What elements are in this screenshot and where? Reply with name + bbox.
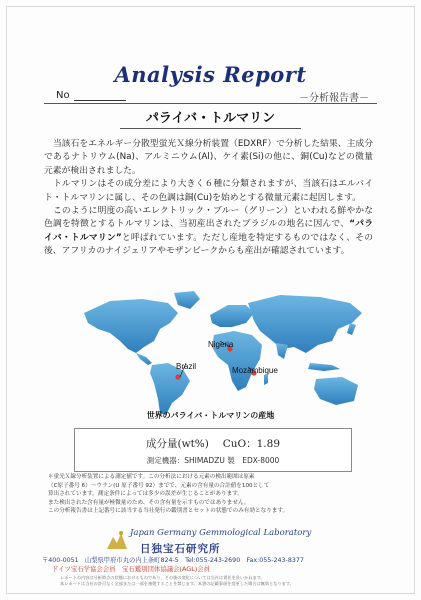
- lab-address: 〒400-0051 山梨県甲府市丸の内上条町824-5 Tel:055-243-2690 Fax:055-243-8377: [42, 557, 304, 564]
- lab-name-japanese: 日独宝石研究所: [140, 543, 221, 555]
- australia-shape: [314, 377, 358, 405]
- report-title: Analysis Report: [114, 62, 307, 87]
- report-number-label: No: [56, 90, 70, 101]
- continents: [84, 291, 362, 415]
- label-mozambique: Mozambique: [232, 366, 278, 375]
- note-line-5: この分析報告書は上記番号に該当する当社発行の鑑別書とセットの状態でのみ有効となります。: [48, 508, 289, 515]
- divider-top: [44, 103, 377, 104]
- lab-memberships: ドイツ宝石学協会会員 宝石鑑別団体協議会(AGL)会員: [52, 565, 211, 573]
- paragraph-2: トルマリンはその成分差により大きく６種に分類されますが、当該石はエルバイト・トルマリンに属し、その色調は銅(Cu)を始めとする微量元素に起因します。: [44, 179, 373, 203]
- footnotes: [48, 473, 381, 516]
- report-number: [56, 90, 126, 101]
- label-nigeria: Nigeria: [208, 340, 234, 349]
- result-instrument: 測定機器：SHIMADZU 製 EDX-8000: [146, 456, 280, 465]
- note-line-3: 算出されています。測定条件によっては多少の誤差が生じることがあります。: [48, 491, 243, 498]
- map-caption: 世界のパライバ・トルマリンの産地: [146, 411, 275, 420]
- divider-stone: [120, 128, 301, 129]
- lab-name-english: Japan Germany Gemmological Laboratory: [130, 528, 312, 538]
- brazil-marker: [175, 374, 180, 379]
- disclaimer-line-1: レポートの内容は分析時点の状態におけるものであり、その後の変化については当社は責任を負いかねます。: [60, 575, 265, 580]
- note-line-2: （C原子番号 6）～ウラン(U 原子番号 92）までで、元素の含有量の合計値を100として: [48, 482, 270, 489]
- central-america-shape: [136, 353, 152, 365]
- paragraph-3-pre: このように明度の高いエレクトリック・ブルー（グリーン）といわれる鮮やかな色調を特徴とするトルマリンは、当初産出されたブラジルの地名に因んで、: [44, 206, 373, 230]
- stone-name: パライバ・トルマリン: [145, 111, 276, 126]
- world-map: [70, 283, 370, 421]
- disclaimer: [60, 575, 376, 587]
- lab-logo-icon: [104, 527, 130, 553]
- indonesia-shape: [308, 363, 340, 371]
- report-number-line: [74, 90, 126, 101]
- report-subtitle: －分析報告書－: [299, 93, 369, 104]
- result-composition: 成分量(wt%) CuO：1.89: [146, 438, 280, 450]
- paragraph-3: [44, 205, 373, 259]
- analysis-text: [44, 138, 373, 259]
- india-shape: [276, 343, 288, 359]
- label-brazil: Brazil: [176, 362, 197, 371]
- paribaparaiba-name: “パライバ・トルマリン”: [44, 219, 373, 243]
- result-box: [74, 428, 352, 472]
- paragraph-3-post: と呼ばれています。ただし産地を特定するものではなく、その後、アフリカのナイジェリアやモザンビークからも産出が確認されています。: [44, 232, 374, 257]
- europe-shape: [210, 305, 254, 327]
- north-america-shape: [84, 299, 178, 353]
- note-line-1: ＊蛍光Ｘ線分析装置による測定値です。この分析法における元素の検出範囲は原素: [48, 474, 255, 480]
- paragraph-1: 当該石をエネルギー分散型蛍光Ｘ線分析装置（EDXRF）で分析した結果、主成分であるナトリウム(Na)、アルミニウム(Al)、ケイ素(Si)の他に、銅(Cu)などの微量元素が検出されました。: [44, 139, 373, 176]
- greenland-shape: [174, 291, 200, 309]
- asia-shape: [248, 295, 362, 353]
- japan-shape: [347, 323, 356, 335]
- disclaimer-line-2: 本レポートは当社の許可なく全部または一部を複製することを禁じます。本書の記載事項を変更した場合は無効となります。: [60, 580, 294, 586]
- note-line-4: また検出された含有量が極微量のため、その含有量を示すものではありません。: [48, 499, 250, 506]
